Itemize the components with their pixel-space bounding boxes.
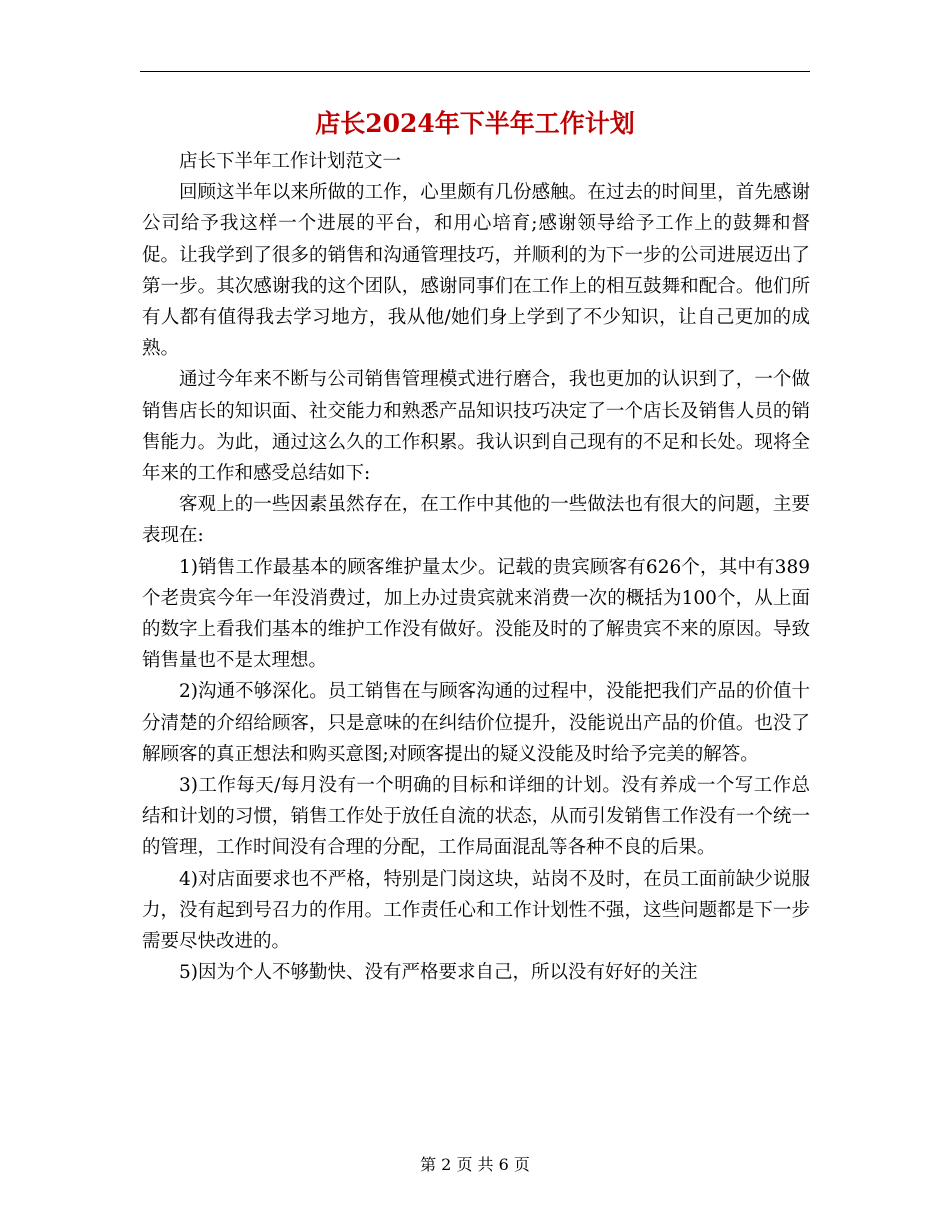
paragraph: 回顾这半年以来所做的工作，心里颇有几份感触。在过去的时间里，首先感谢公司给予我这样一个进展的平台，和用心培育;感谢领导给予工作上的鼓舞和督促。让我学到了很多的销售和沟通管理技巧，并顺利的为下一步的公司进展迈出了第一步。其次感谢我的这个团队，感谢同事们在工作上的相互鼓舞和配合。他们所有人都有值得我去学习地方，我从他/她们身上学到了不少知识，让自己更加的成熟。	[142, 182, 810, 360]
paragraph: 2)沟通不够深化。员工销售在与顾客沟通的过程中，没能把我们产品的价值十分清楚的介绍给顾客，只是意味的在纠结价位提升，没能说出产品的价值。也没了解顾客的真正想法和购买意图;对顾客提出的疑义没能及时给予完美的解答。	[142, 681, 810, 765]
document-body	[142, 146, 810, 988]
document-title: 店长2024年下半年工作计划	[315, 109, 635, 138]
paragraph: 通过今年来不断与公司销售管理模式进行磨合，我也更加的认识到了，一个做销售店长的知识面、社交能力和熟悉产品知识技巧决定了一个店长及销售人员的销售能力。为此，通过这么久的工作积累。我认识到自己现有的不足和长处。现将全年来的工作和感受总结如下:	[142, 369, 810, 485]
page-number: 第 2 页 共 6 页	[420, 1155, 530, 1174]
header-rule	[140, 71, 810, 72]
paragraph: 客观上的一些因素虽然存在，在工作中其他的一些做法也有很大的问题，主要表现在:	[142, 494, 810, 547]
paragraph: 5)因为个人不够勤快、没有严格要求自己，所以没有好好的关注	[179, 962, 698, 984]
paragraph: 4)对店面要求也不严格，特别是门岗这块，站岗不及时，在员工面前缺少说服力，没有起到号召力的作用。工作责任心和工作计划性不强，这些问题都是下一步需要尽快改进的。	[142, 868, 810, 953]
paragraph: 1)销售工作最基本的顾客维护量太少。记载的贵宾顾客有626个，其中有389个老贵宾今年一年没消费过，加上办过贵宾就来消费一次的概括为100个，从上面的数字上看我们基本的维护工作没有做好。没能及时的了解贵宾不来的原因。导致销售量也不是太理想。	[142, 556, 810, 672]
paragraph-subtitle: 店长下半年工作计划范文一	[179, 151, 402, 172]
paragraph: 3)工作每天/每月没有一个明确的目标和详细的计划。没有养成一个写工作总结和计划的习惯，销售工作处于放任自流的状态，从而引发销售工作没有一个统一的管理，工作时间没有合理的分配，工作局面混乱等各种不良的后果。	[142, 775, 810, 859]
